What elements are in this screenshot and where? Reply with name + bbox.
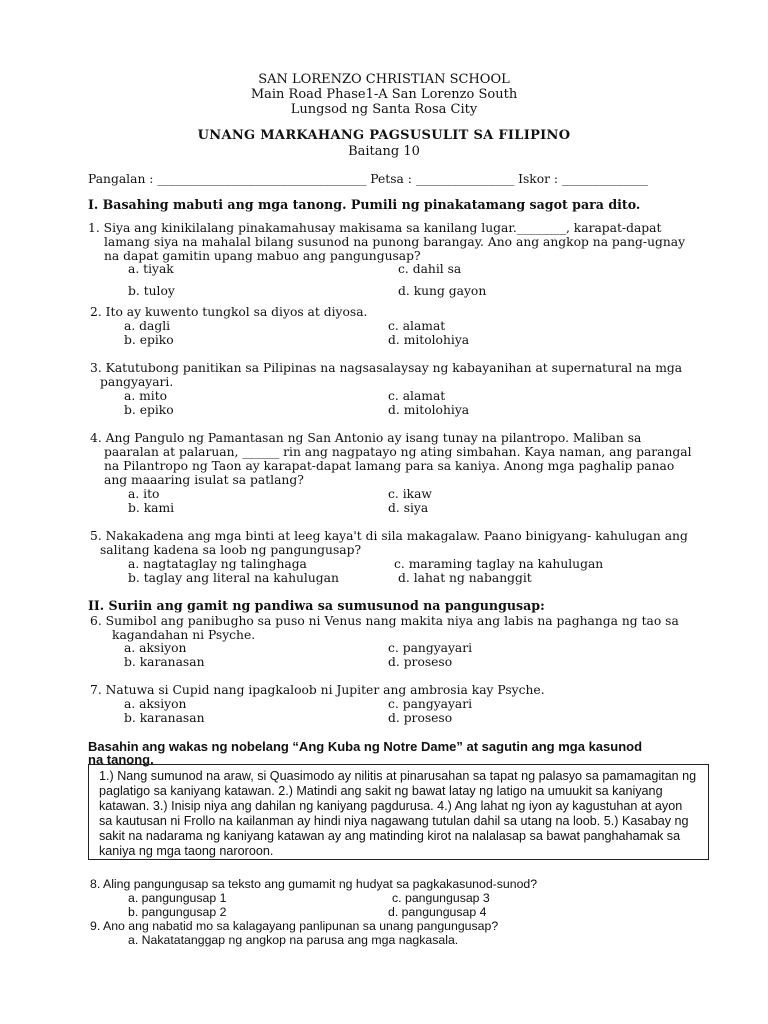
choice-c: c. pangyayari <box>388 697 473 711</box>
choice-d: d. proseso <box>388 655 453 669</box>
choice-b: b. karanasan <box>124 655 205 669</box>
question-text: salitang kadena sa loob ng pangungusap? <box>100 543 362 557</box>
school-name: SAN LORENZO CHRISTIAN SCHOOL <box>258 72 510 87</box>
choice-b: b. karanasan <box>124 711 205 725</box>
choice-b: b. epiko <box>124 403 174 417</box>
school-address-line2: Lungsod ng Santa Rosa City <box>290 102 478 117</box>
question-text: 3. Katutubong panitikan sa Pilipinas na nagsasalaysay ng kabayanihan at supernatural na mga <box>90 361 683 375</box>
choice-a: a. aksiyon <box>124 697 187 711</box>
choice-b: b. pangungusap 2 <box>128 905 227 919</box>
question-text: 6. Sumibol ang panibugho sa puso ni Venus nang makita niya ang labis na paghanga ng tao sa <box>90 614 679 628</box>
school-address-line1: Main Road Phase1-A San Lorenzo South <box>250 87 518 102</box>
part2-heading: II. Suriin ang gamit ng pandiwa sa sumusunod na pangungusap: <box>88 598 545 613</box>
choice-b: b. epiko <box>124 333 174 347</box>
choice-a: a. ito <box>128 487 160 501</box>
reading-passage-box <box>88 764 709 860</box>
choice-a: a. dagli <box>124 319 171 333</box>
question-text: lamang siya na mahalal bilang susunod na punong barangay. Ano ang angkop na pang-ugnay <box>104 235 686 249</box>
part1-heading: I. Basahing mabuti ang mga tanong. Pumili ng pinakatamang sagot para dito. <box>88 197 641 212</box>
question-text: 7. Natuwa si Cupid nang ipagkaloob ni Jupiter ang ambrosia kay Psyche. <box>90 683 545 697</box>
choice-c: c. alamat <box>388 389 446 403</box>
choice-c: c. maraming taglay na kahulugan <box>394 557 604 571</box>
question-text: 1. Siya ang kinikilalang pinakamahusay makisama sa kanilang lugar.________, karapat-dapat <box>88 221 662 235</box>
choice-d: d. pangungusap 4 <box>388 905 487 919</box>
choice-d: d. mitolohiya <box>388 403 470 417</box>
choice-a: a. tiyak <box>128 262 174 276</box>
choice-d: d. siya <box>388 501 429 515</box>
choice-c: c. ikaw <box>388 487 432 501</box>
question-text: 8. Aling pangungusap sa teksto ang gumamit ng hudyat sa pagkakasunod-sunod? <box>90 877 538 891</box>
choice-c: c. alamat <box>388 319 446 333</box>
reading-passage: 1.) Nang sumunod na araw, si Quasimodo ay nilitis at pinarusahan sa tapat ng palasyo sa pamamagitan ng paglatigo sa kaniyang katawan. 2.) Matindi ang sakit ng bawat latay ng latigo na umuukit sa kaniyang katawan. 3.) Inisip niya ang dahilan ng kaniyang pagdurusa. 4.) Ang lahat ng iyon ay kagustuhan at ayon sa kautusan ni Frollo na kailanman ay hindi niya nagawang tutulan dahil sa utang na loob. 5.) Kasabay ng sakit na nadarama ng kaniyang katawan ay ang matinding kirot na nalalasap sa bawat panghahamak sa kaniya ng mga taong naroroon. <box>99 769 697 858</box>
question-text: na dapat gamitin upang mabuo ang pangungusap? <box>104 249 421 263</box>
question-text: 2. Ito ay kuwento tungkol sa diyos at diyosa. <box>90 305 368 319</box>
choice-d: d. lahat ng nabanggit <box>398 571 532 585</box>
choice-d: d. mitolohiya <box>388 333 470 347</box>
question-text: 9. Ano ang nabatid mo sa kalagayang panlipunan sa unang pangungusap? <box>90 919 499 933</box>
question-text: paaralan at palaruan, ______ rin ang nagpatayo ng ating simbahan. Kaya naman, ang parangal <box>104 445 692 459</box>
choice-c: c. dahil sa <box>398 262 462 276</box>
student-info-line: Pangalan : __________________________________ Petsa : ________________ Iskor : ______________ <box>88 172 649 186</box>
reading-heading-line1: Basahin ang wakas ng nobelang “Ang Kuba ng Notre Dame” at sagutin ang mga kasunod <box>88 739 643 754</box>
choice-b: b. tuloy <box>128 284 175 298</box>
question-text: 4. Ang Pangulo ng Pamantasan ng San Antonio ay isang tunay na pilantropo. Maliban sa <box>90 431 642 445</box>
exam-title: UNANG MARKAHANG PAGSUSULIT SA FILIPINO <box>197 128 571 143</box>
choice-a: a. aksiyon <box>124 641 187 655</box>
question-text: ang maaaring isulat sa patlang? <box>104 473 304 487</box>
reading-heading-line2: na tanong. <box>88 752 154 767</box>
choice-c: c. pangungusap 3 <box>392 891 490 905</box>
choice-a: a. Nakatatanggap ng angkop na parusa ang mga nagkasala. <box>128 933 459 947</box>
choice-a: a. pangungusap 1 <box>128 891 227 905</box>
choice-b: b. taglay ang literal na kahulugan <box>128 571 339 585</box>
choice-a: a. nagtataglay ng talinghaga <box>128 557 307 571</box>
choice-a: a. mito <box>124 389 168 403</box>
question-text: kagandahan ni Psyche. <box>112 628 256 642</box>
choice-d: d. kung gayon <box>398 284 487 298</box>
question-text: 5. Nakakadena ang mga binti at leeg kaya't di sila makagalaw. Paano binigyang- kahulugan ang <box>90 529 688 543</box>
choice-c: c. pangyayari <box>388 641 473 655</box>
choice-b: b. kami <box>128 501 175 515</box>
question-text: pangyayari. <box>100 375 174 389</box>
grade-level: Baitang 10 <box>348 144 420 159</box>
choice-d: d. proseso <box>388 711 453 725</box>
question-text: na Pilantropo ng Taon ay karapat-dapat lamang para sa kaniya. Anong mga paghalip panao <box>104 459 675 473</box>
